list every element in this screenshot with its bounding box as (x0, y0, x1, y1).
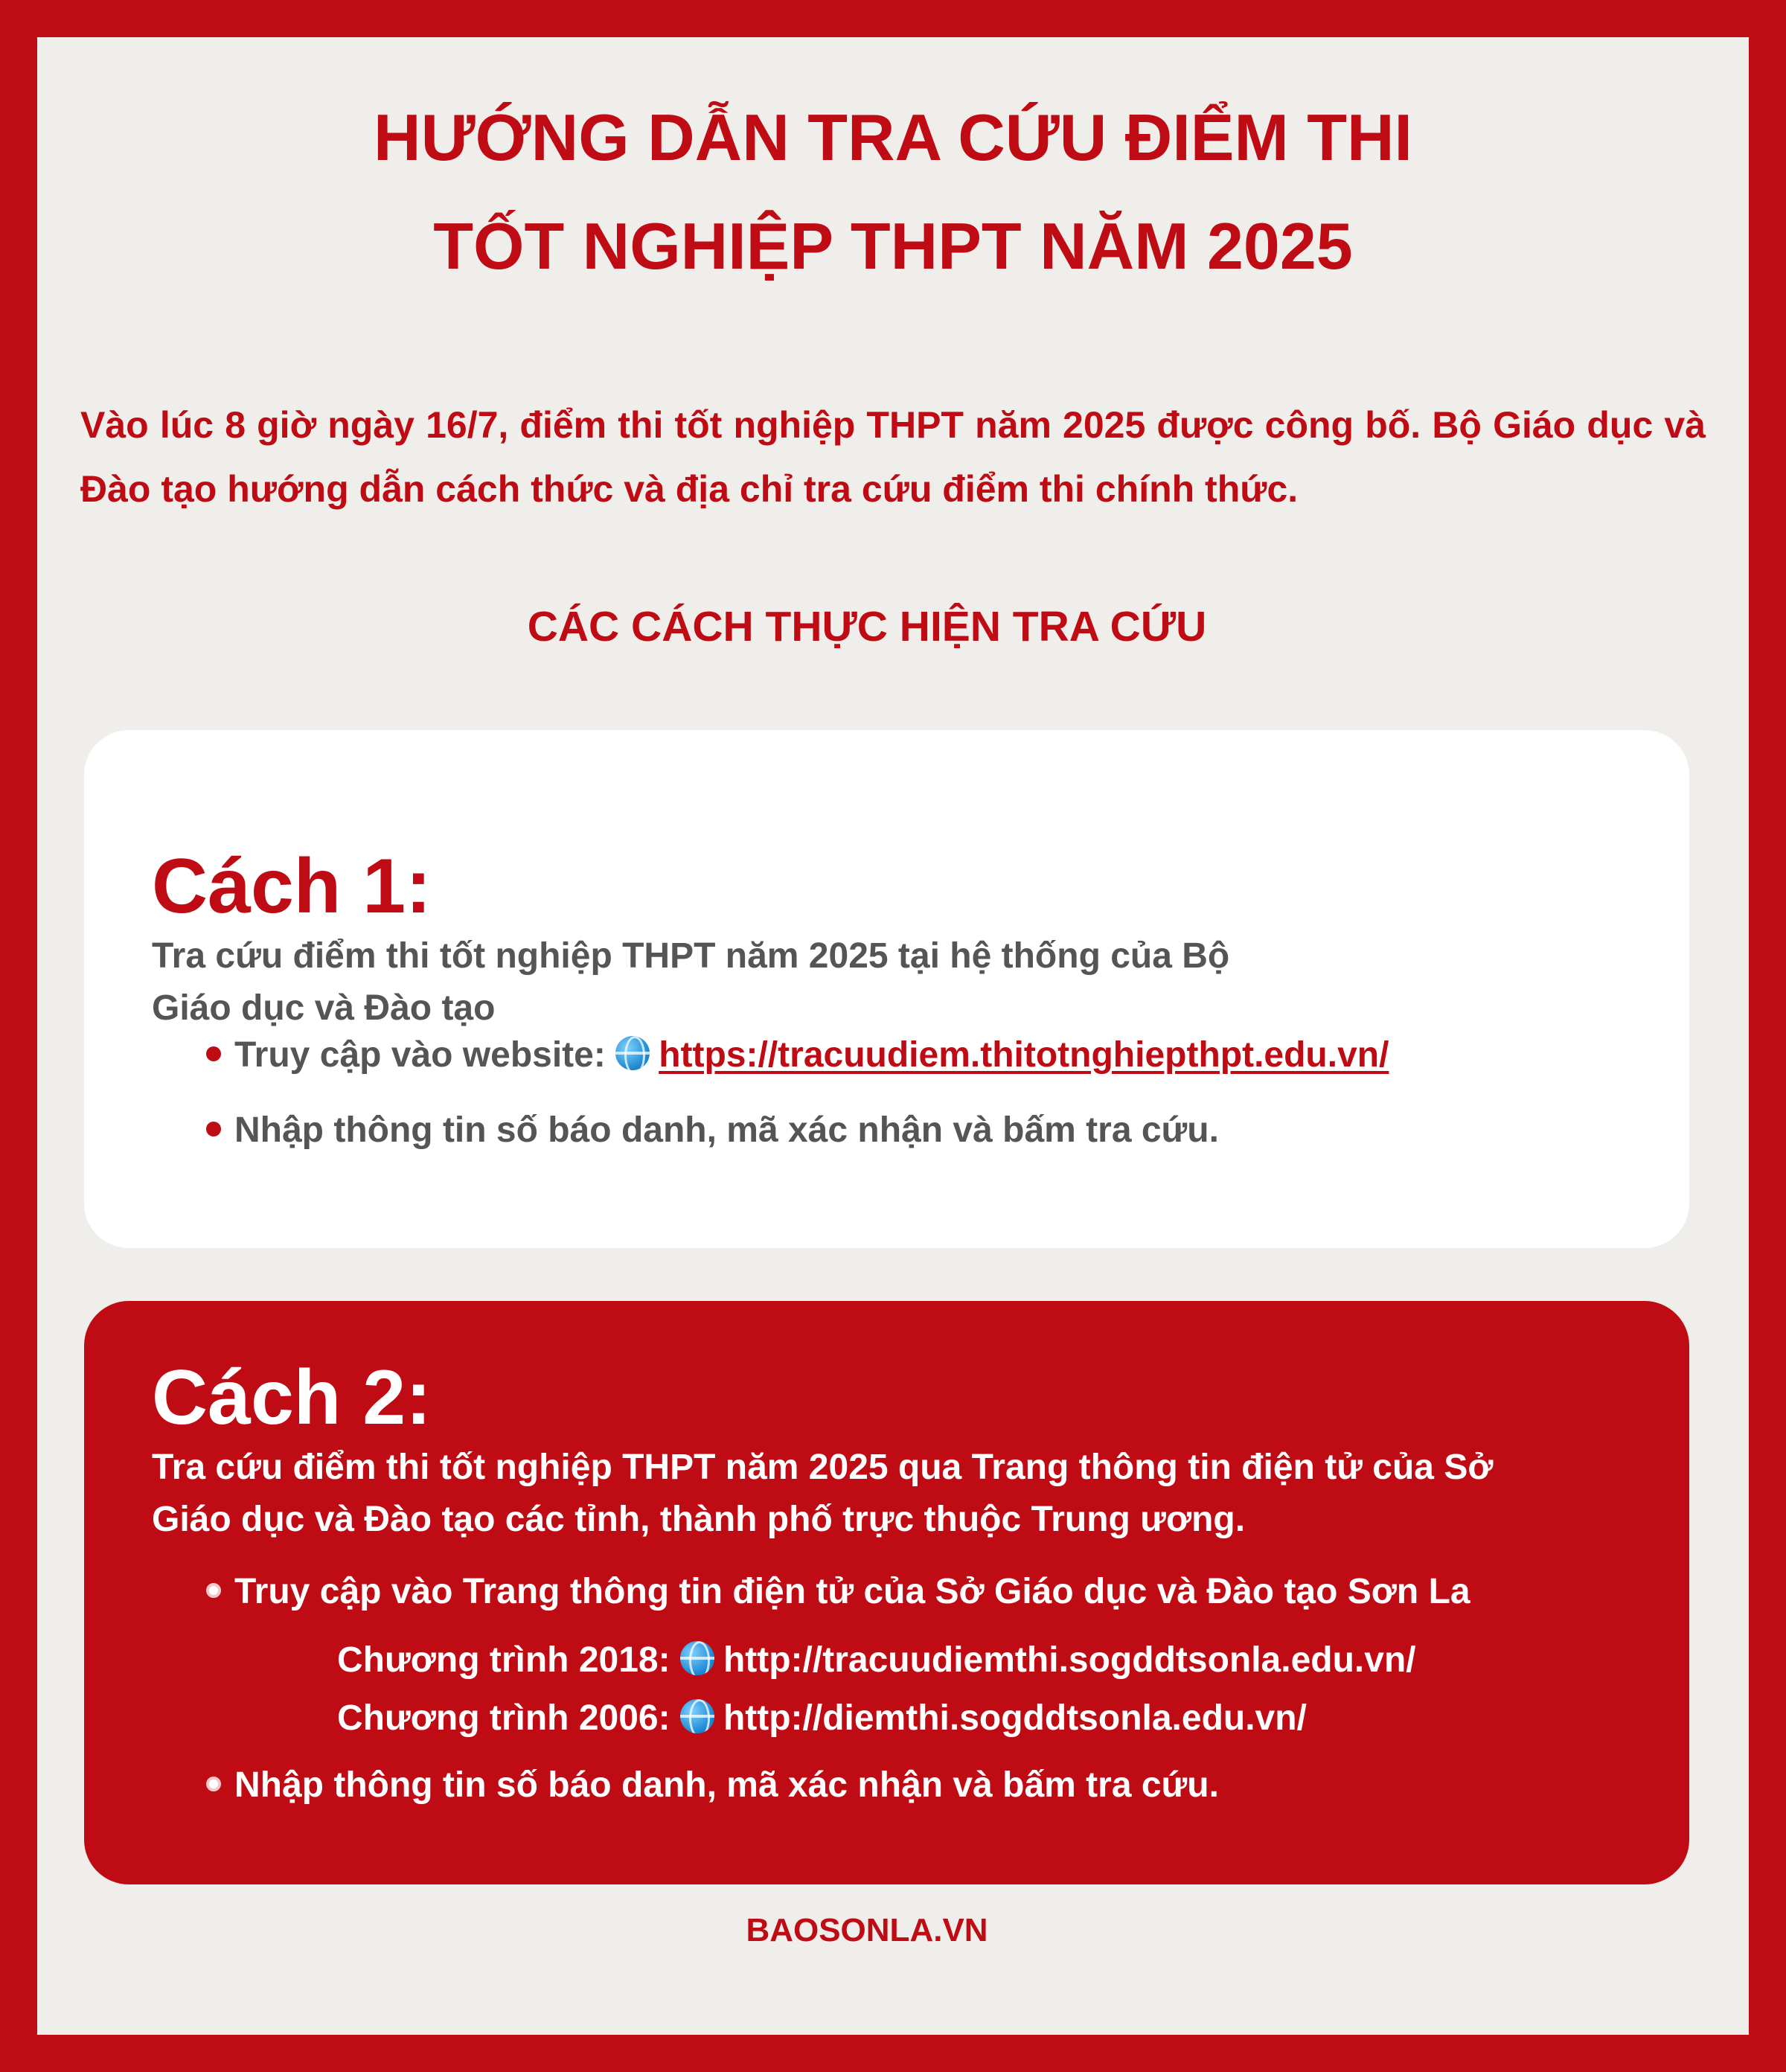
program-2018-row (337, 1634, 1416, 1686)
page-title-line-2: TỐT NGHIỆP THPT NĂM 2025 (433, 209, 1353, 283)
method-1-title: Cách 1: (152, 843, 432, 930)
method-1-step-1 (206, 1029, 1389, 1081)
section-heading: CÁC CÁCH THỰC HIỆN TRA CỨU (527, 603, 1207, 650)
method-2-title: Cách 2: (152, 1355, 432, 1441)
method-1-card (84, 730, 1689, 1248)
content-panel (37, 37, 1749, 2035)
program-2006-label: Chương trình 2006: (337, 1698, 670, 1738)
globe-icon (615, 1036, 650, 1070)
globe-icon (680, 1641, 714, 1675)
method-1-website-link[interactable]: https://tracuudiem.thitotnghiepthpt.edu.vn/ (659, 1035, 1389, 1075)
method-1-step-2 (206, 1104, 1219, 1157)
page-title (37, 83, 1749, 301)
method-2-step-2-text: Nhập thông tin số báo danh, mã xác nhận và bấm tra cứu. (234, 1765, 1219, 1805)
bullet-dot-icon (206, 1046, 221, 1061)
bullet-dot-icon (206, 1122, 221, 1136)
footer-source: BAOSONLA.VN (746, 1912, 988, 1948)
method-1-step-2-text: Nhập thông tin số báo danh, mã xác nhận và bấm tra cứu. (234, 1110, 1219, 1150)
method-2-description: Tra cứu điểm thi tốt nghiệp THPT năm 2025 qua Trang thông tin điện tử của Sở Giáo dục và Đào tạo các tỉnh, thành phố trực thuộc Trung ương. (152, 1448, 1494, 1539)
globe-icon (680, 1699, 714, 1733)
page-title-line-1: HƯỚNG DẪN TRA CỨU ĐIỂM THI (374, 100, 1412, 174)
intro-paragraph: Vào lúc 8 giờ ngày 16/7, điểm thi tốt nghiệp THPT năm 2025 được công bố. Bộ Giáo dục và Đào tạo hướng dẫn cách thức và địa chỉ tra cứu điểm thi chính thức. (80, 404, 1706, 510)
method-1-step-1-label: Truy cập vào website: (234, 1035, 606, 1075)
method-2-step-1-text: Truy cập vào Trang thông tin điện tử của Sở Giáo dục và Đào tạo Sơn La (234, 1572, 1470, 1611)
bullet-dot-icon (206, 1583, 221, 1598)
program-2018-label: Chương trình 2018: (337, 1640, 670, 1680)
program-2006-row (337, 1692, 1307, 1745)
method-2-card (84, 1301, 1689, 1884)
method-1-description: Tra cứu điểm thi tốt nghiệp THPT năm 2025 tại hệ thống của Bộ Giáo dục và Đào tạo (152, 936, 1230, 1028)
method-2-step-1 (206, 1566, 1470, 1618)
bullet-dot-icon (206, 1777, 221, 1791)
program-2018-link[interactable]: http://tracuudiemthi.sogddtsonla.edu.vn/ (723, 1640, 1416, 1680)
program-2006-link[interactable]: http://diemthi.sogddtsonla.edu.vn/ (723, 1698, 1307, 1738)
method-2-step-2 (206, 1759, 1219, 1812)
